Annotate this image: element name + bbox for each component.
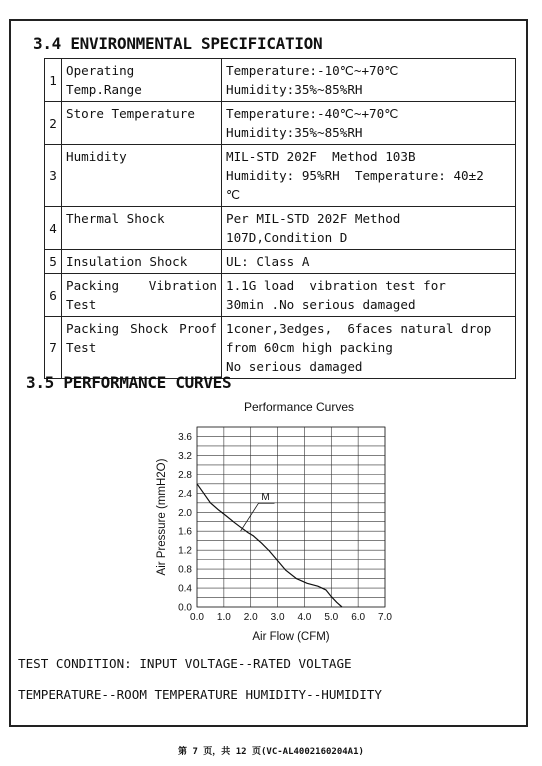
environmental-spec-table [44,58,516,379]
spec-value [222,207,516,250]
row-number: 7 [45,317,62,379]
spec-value-line: 1coner,3edges, 6faces natural drop [226,321,492,336]
spec-value-line: ℃ [226,187,241,202]
page-footer: 第 7 页，共 12 页(VC-AL4002160204A1) [178,747,364,757]
spec-value-line: Per MIL-STD 202F Method [226,211,401,226]
x-tick-label: 3.0 [270,612,285,623]
spec-row [45,145,516,207]
spec-value [222,102,516,145]
spec-row [45,207,516,250]
performance-curve-chart [140,396,410,646]
row-number: 4 [45,207,62,250]
spec-value-line: Humidity:35%~85%RH [226,82,363,97]
spec-item-line: Packing Vibration [66,278,217,293]
spec-item: Store Temperature [62,102,222,145]
spec-row [45,102,516,145]
plot-border [197,427,385,607]
row-number: 5 [45,250,62,274]
spec-value-line: Humidity:35%~85%RH [226,125,363,140]
spec-value-line: from 60cm high packing [226,340,393,355]
y-axis-label: Air Pressure (mmH2O) [156,458,168,576]
y-tick-label: 2.8 [178,469,192,481]
y-tick-label: 3.2 [178,450,192,462]
row-number: 6 [45,274,62,317]
spec-item-line: Test [66,297,97,312]
spec-value [222,145,516,207]
spec-value [222,250,516,274]
y-tick-label: 0.0 [178,602,192,614]
x-axis-label: Air Flow (CFM) [252,631,330,643]
y-tick-label: 1.6 [178,526,192,538]
spec-value-line: Temperature:-10℃~+70℃ [226,63,399,78]
spec-row [45,59,516,102]
x-tick-label: 7.0 [378,612,392,623]
spec-value-line: Temperature:-40℃~+70℃ [226,106,399,121]
y-tick-label: 1.2 [178,545,192,557]
spec-value-line: UL: Class A [226,254,310,269]
spec-value [222,59,516,102]
test-condition-note: TEST CONDITION: INPUT VOLTAGE--RATED VOLTAGE [18,656,352,671]
spec-row [45,250,516,274]
spec-item: Humidity [62,145,222,207]
y-tick-label: 3.6 [178,431,192,443]
row-number: 3 [45,145,62,207]
x-tick-label: 6.0 [351,612,366,623]
y-tick-label: 0.8 [178,564,192,576]
section-title-environmental: 3.4 ENVIRONMENTAL SPECIFICATION [33,34,323,53]
spec-value [222,274,516,317]
x-tick-label: 5.0 [324,612,339,623]
spec-value [222,317,516,379]
spec-value-line: Humidity: 95%RH Temperature: 40±2 [226,168,484,183]
annotation-leader [241,503,259,531]
temperature-humidity-note: TEMPERATURE--ROOM TEMPERATURE HUMIDITY--HUMIDITY [18,687,382,702]
row-number: 2 [45,102,62,145]
spec-item [62,317,222,379]
x-tick-label: 0.0 [190,612,204,623]
spec-value-line: 107D,Condition D [226,230,348,245]
y-tick-label: 0.4 [178,583,192,595]
spec-value-line: 30min .No serious damaged [226,297,416,312]
spec-value-line: No serious damaged [226,359,363,374]
spec-item-line: Test [66,340,97,355]
y-tick-label: 2.0 [178,507,192,519]
annotation-label: M [261,492,270,504]
x-tick-label: 4.0 [297,612,312,623]
spec-item: Insulation Shock [62,250,222,274]
spec-row [45,274,516,317]
spec-value-line: 1.1G load vibration test for [226,278,446,293]
x-tick-label: 1.0 [216,612,231,623]
section-title-performance: 3.5 PERFORMANCE CURVES [26,373,232,392]
x-tick-label: 2.0 [243,612,258,623]
spec-item [62,274,222,317]
spec-item-line: Packing Shock Proof [66,321,217,336]
chart-title: Performance Curves [243,400,355,414]
spec-item: Thermal Shock [62,207,222,250]
spec-item: Operating Temp.Range [62,59,222,102]
row-number: 1 [45,59,62,102]
spec-value-line: MIL-STD 202F Method 103B [226,149,416,164]
y-tick-label: 2.4 [178,488,192,500]
spec-row [45,317,516,379]
